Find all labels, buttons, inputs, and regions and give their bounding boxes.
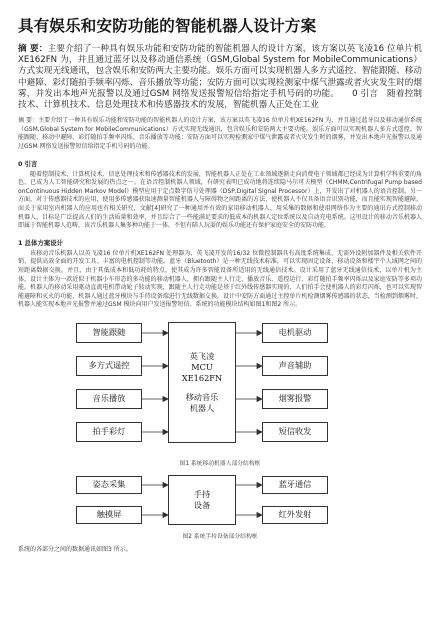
closing-text: 系统的各部分之间的数据通讯如图3 所示。 xyxy=(18,545,132,553)
fig2-box-handheld xyxy=(168,475,236,525)
section-0-heading: 0 引言 xyxy=(18,159,38,168)
fig2-box-infrared: 红外发射 xyxy=(262,506,328,524)
fig1-box-sound-assist: 声音辅助 xyxy=(262,356,328,376)
abstract-text: 主要介绍了一种具有娱乐功能和安防功能的智能机器人的设计方案，该方案以英飞凌16 位单片机XE162FN 为，并且通过蓝牙以及移动通信系统（GSM,Global System for MobileCommunications）方式实现无线通讯，包含娱乐和安防两大主要功能。娱乐方面可以实现机器人多方式遥控、智能跟随、移动中避障、彩灯随拍手频率闪烁、音乐播放等功能；安防方面可以实现检测家中煤气泄露或者火灾发生时的烟雾，并发出本地声光报警以及通过GSM 网络发送报警短信给指定手机号码的功能。 xyxy=(18,44,422,99)
fig2-box-pose: 姿态采集 xyxy=(76,476,142,494)
fig2-box-touchscreen: 触摸屏 xyxy=(76,506,142,524)
abstract-large xyxy=(18,44,422,111)
figure-2 xyxy=(18,473,422,529)
fig2-center-line-1: 手持 xyxy=(193,488,211,499)
abstract-label: 摘 要： xyxy=(18,44,48,54)
fig1-mcu-line-2: MCU xyxy=(191,361,213,372)
fig1-mcu-line-3: XE162FN xyxy=(181,372,223,383)
fig1-box-smoke-alarm: 烟雾报警 xyxy=(262,389,328,409)
fig1-box-music-play: 音乐播放 xyxy=(76,389,142,409)
section-1-heading: 1 总体方案设计 xyxy=(18,238,64,247)
figure-2-caption: 图2 系统手持设备部分结构框 xyxy=(182,533,258,540)
fig1-box-remote-control: 多方式遥控 xyxy=(76,356,142,376)
intro-label: 0 引言 xyxy=(352,88,379,99)
fig1-box-smart-follow: 智能跟随 xyxy=(76,323,142,343)
fig2-center-line-2: 设备 xyxy=(193,499,211,510)
fig1-box-motor-drive: 电机驱动 xyxy=(262,323,328,343)
fig1-box-sms: 短信收发 xyxy=(262,422,328,442)
abstract-small: 摘 要：主要介绍了一种具有娱乐功能和安防功能的智能机器人的设计方案，该方案以英飞凌16 位单片机XE162FN 为，并且通过蓝牙以及移动通信系统（GSM,Global System for MobileCommunications）方式实现无线通讯，包含娱乐和安防两大主要功能。娱乐方面可以实现机器人多方式遥控、智能跟随、移动中避障、彩灯随拍手频率闪烁、音乐播放等功能；安防方面可以实现检测家中煤气泄露或者火灾发生时的烟雾，并发出本地声光报警以及通过GSM 网络发送报警短信给指定手机号码的功能。 xyxy=(18,117,422,150)
figure-1-caption: 图1 系统移动机器人部分结构框 xyxy=(179,460,261,467)
intro-lead: 随着控制技术、计算机技术、信息处理技术和传感器技术的发展，智能机器人正处在工业 xyxy=(18,88,423,111)
fig1-box-clap-light: 拍手彩灯 xyxy=(76,422,142,442)
fig1-mcu-line-1: 英飞凌 xyxy=(189,350,215,361)
fig1-mcu-line-5: 机器人 xyxy=(189,402,215,413)
section-0-text: 随着控制技术、计算机技术、信息处理技术和传感器技术的发展，智能机器人正处在工业领域逐渐走向消费电子领域都已经成为计算机学科重要的角色，已成为人工智能研究和发展的热点之一。在语音控制机器人领域，有研究表明已成功地将连续隐马尔可夫模型（CHMM,Centrifugal Pump based onContinuous Hidden Markov Model）模型应用于定点数字信号处理器（DSP,Digital Signal Processor）上，开发出了对机器人的语音控制。另一方面，对于传感器技术的应用，使用多传感器获取速测量智能机器人与障碍物之间距离的方法，使机器人不仅具备语音识别功能，而且能实现智能避障。而关于家用室内机器人的应用也有相关研究，文献[4]研究了一种通用并有效的家用移动机器人，用采集的数据和使用网络作为主要的通讯方式控制移动机器人，目标是广泛提高人们的生活质量和效率，并且综合了一些能满足要求的低成本的机器人定位系统以及自动充电系统。这里设计的移动音乐机器人即属于智能机器人范畴，该音乐机器人集多种功能于一体，不但有陪人玩耍的娱乐功能还有保护家庭安全的安防功能。 xyxy=(18,170,422,230)
fig1-mcu-line-4: 移动音乐 xyxy=(185,391,219,402)
fig2-box-bluetooth: 蓝牙通信 xyxy=(262,476,328,494)
figure-1 xyxy=(18,318,422,456)
section-1-text: 该移动音乐机器人以英飞凌16 位单片机XE162FN 处理器为，英飞凌开发的16/32 位微控制器具有高度系统集成、无需外设附加器件及相关软件开销、提供高效全面的开发工具、丰富的电机控制等功能。蓝牙（Bluetooth）是一种无线技术标准，可以实现固定设备、移动设备和楼宇个人域网之间的短距离数据交换。并且，由于其低成本和低功耗的特点，使其成为许多智能设备所适用的无线通信技术。设计采用了蓝牙无线通信技术，以单片机为主体，设计主体为一款近似于机器小车形态的多功能的移动机器人，拥有跟随主人行走、播放音乐、遥控运行、彩灯随拍手频率闪烁以及家庭安防等多项功能。机器人的移动采用驱动直流电机带动轮子转动实现，跟随主人行走功能是基于红外线传感器实现的，人们拍手会使机器人的彩灯闪烁，也可以实现智能避障和灭火的功能，机器人通过蓝牙模块与手持设备端进行无线数据交换。设计中安防方面通过主控单片机检测烟雾传感器的状态，当检测到烟雾时，机器人能实现本地声光报警并通过GSM 模块向用户发送报警短信。系统的功能模块结构如图1和图2 所示。 xyxy=(18,249,422,309)
page-title: 具有娱乐和安防功能的智能机器人设计方案 xyxy=(18,17,317,35)
fig1-box-mcu xyxy=(168,322,236,443)
